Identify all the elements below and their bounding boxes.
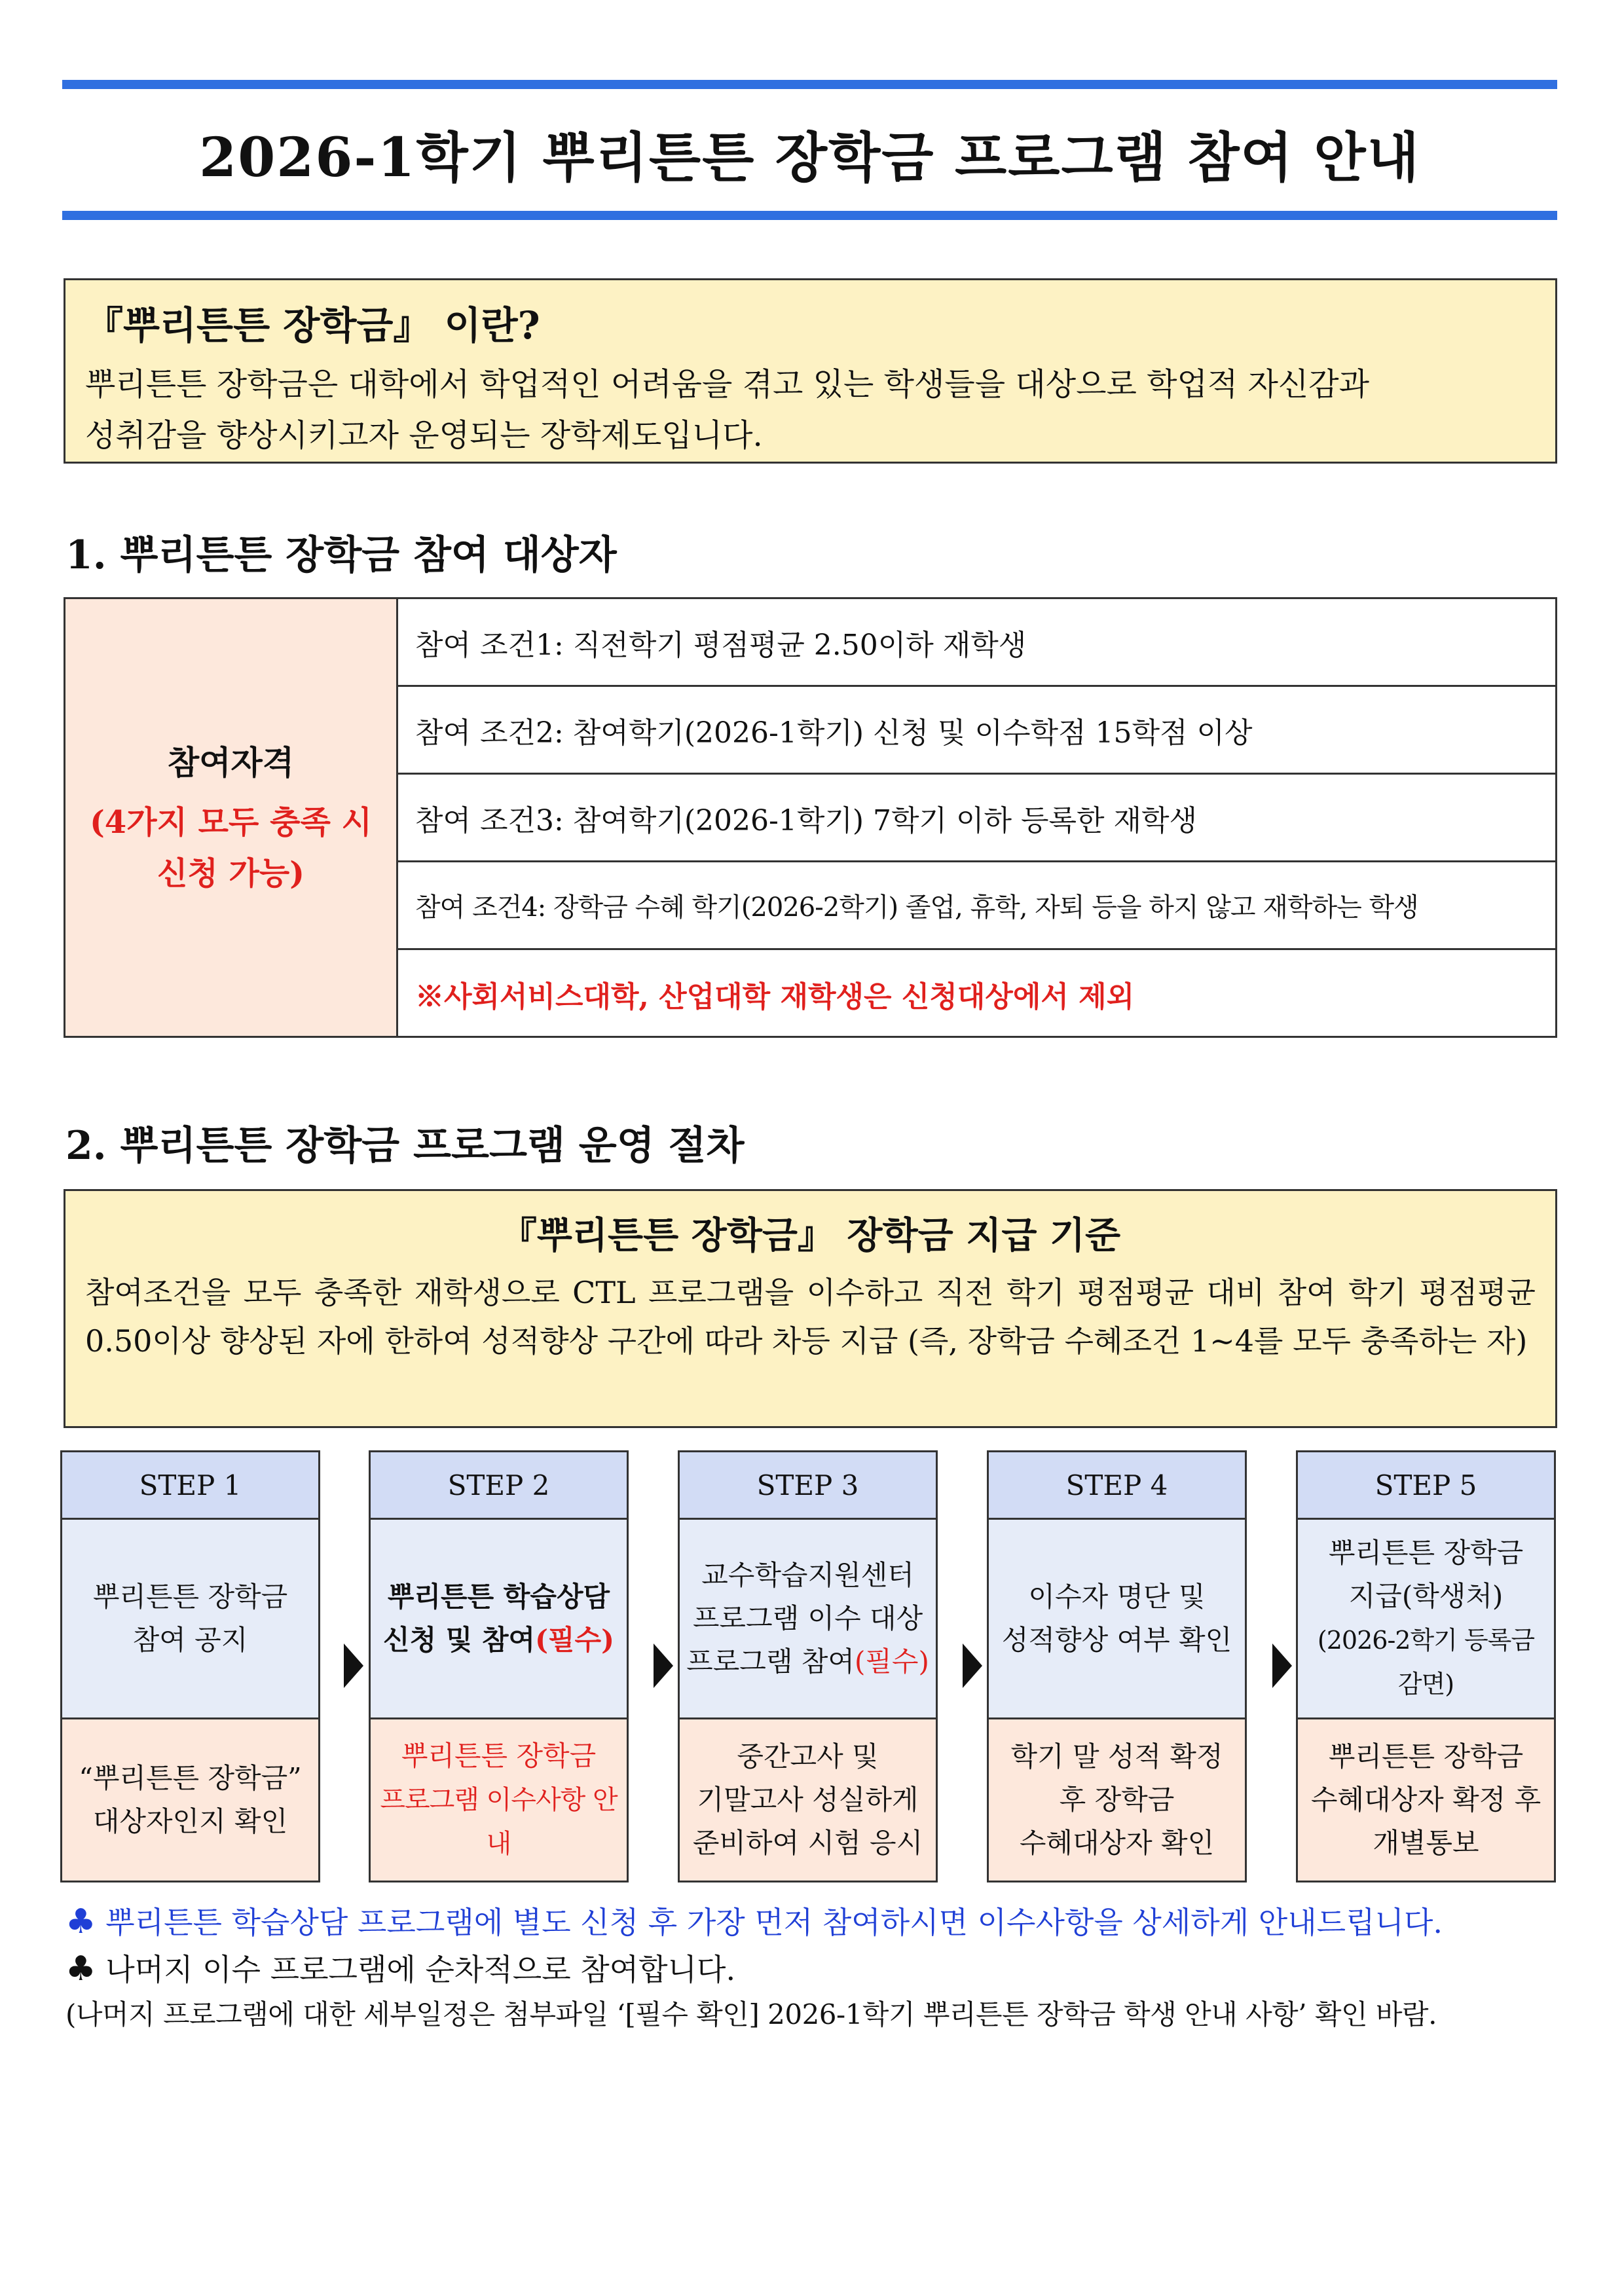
note-text: 나머지 이수 프로그램에 순차적으로 참여합니다. bbox=[105, 1952, 736, 1987]
required-tag: (필수) bbox=[535, 1624, 614, 1656]
step-1-card bbox=[60, 1450, 320, 1882]
criteria-box bbox=[64, 1189, 1557, 1428]
top-rule bbox=[62, 80, 1557, 89]
step-label: STEP 1 bbox=[62, 1452, 318, 1520]
intro-text-line: 뿌리튼튼 장학금은 대학에서 학업적인 어려움을 겪고 있는 학생들을 대상으로 학업적 자신감과 bbox=[85, 366, 1369, 403]
step-detail-line: 뿌리튼튼 장학금 bbox=[401, 1740, 597, 1772]
intro-text-line: 성취감을 향상시키고자 운영되는 장학제도입니다. bbox=[85, 417, 763, 454]
next-arrow-icon bbox=[344, 1643, 363, 1688]
step-action bbox=[989, 1520, 1245, 1719]
step-detail-line: 기말고사 성실하게 bbox=[697, 1784, 919, 1816]
step-detail-line: 중간고사 및 bbox=[737, 1740, 879, 1772]
step-detail-line: 수혜대상자 확정 후 bbox=[1310, 1784, 1541, 1816]
step-detail bbox=[371, 1719, 627, 1881]
step-detail-line: 대상자인지 확인 bbox=[92, 1805, 288, 1837]
step-label: STEP 5 bbox=[1298, 1452, 1554, 1520]
intro-box bbox=[64, 278, 1557, 464]
step-action bbox=[1298, 1520, 1554, 1719]
step-action-line: 뿌리튼튼 학습상담 bbox=[387, 1581, 610, 1613]
bottom-title-rule bbox=[62, 211, 1557, 220]
next-arrow-icon bbox=[963, 1643, 982, 1688]
step-action bbox=[62, 1520, 318, 1719]
note-attachment: (나머지 프로그램에 대한 세부일정은 첨부파일 ‘[필수 확인] 2026-1학기 뿌리튼튼 장학금 학생 안내 사항’ 확인 바람. bbox=[65, 1998, 1437, 2030]
note-first-counseling bbox=[65, 1899, 1443, 1942]
step-5-card bbox=[1296, 1450, 1556, 1882]
step-detail bbox=[680, 1719, 936, 1881]
step-action-line: 신청 및 참여 bbox=[383, 1624, 536, 1656]
step-detail bbox=[989, 1719, 1245, 1881]
step-action-line: 이수자 명단 및 bbox=[1028, 1581, 1206, 1613]
next-arrow-icon bbox=[654, 1643, 673, 1688]
section2-heading: 2. 뿌리튼튼 장학금 프로그램 운영 절차 bbox=[65, 1123, 745, 1169]
condition-row: 참여 조건3: 참여학기(2026-1학기) 7학기 이하 등록한 재학생 bbox=[398, 775, 1555, 862]
condition-row: 참여 조건1: 직전학기 평점평균 2.50이하 재학생 bbox=[398, 599, 1555, 687]
step-action-line: 성적향상 여부 확인 bbox=[1001, 1624, 1232, 1656]
intro-text bbox=[85, 359, 1536, 461]
criteria-text: 참여조건을 모두 충족한 재학생으로 CTL 프로그램을 이수하고 직전 학기 평점평균 대비 참여 학기 평점평균 0.50이상 향상된 자에 한하여 성적향상 구간에 따라 차등 지급 (즉, 장학금 수혜조건 1~4를 모두 충족하는 자) bbox=[85, 1275, 1536, 1359]
eligibility-table bbox=[64, 597, 1557, 1038]
step-4-card bbox=[987, 1450, 1247, 1882]
next-arrow-icon bbox=[1272, 1643, 1292, 1688]
required-tag: (필수) bbox=[854, 1645, 929, 1678]
step-label: STEP 4 bbox=[989, 1452, 1245, 1520]
eligibility-note: (4가지 모두 충족 시 신청 가능) bbox=[90, 803, 372, 892]
step-detail-line: “뿌리튼튼 장학금” bbox=[79, 1762, 302, 1794]
note-text: 뿌리튼튼 학습상담 프로그램에 별도 신청 후 가장 먼저 참여하시면 이수사항을 상세하게 안내드립니다. bbox=[105, 1905, 1443, 1940]
step-action bbox=[680, 1520, 936, 1719]
step-detail-line: 프로그램 이수사항 안내 bbox=[380, 1785, 618, 1859]
condition-row: 참여 조건4: 장학금 수혜 학기(2026-2학기) 졸업, 휴학, 자퇴 등을 하지 않고 재학하는 학생 bbox=[398, 862, 1555, 950]
criteria-heading: 『뿌리튼튼 장학금』 장학금 지급 기준 bbox=[500, 1214, 1121, 1257]
club-icon: ♣ bbox=[65, 1902, 96, 1941]
eligibility-label: 참여자격 bbox=[167, 743, 295, 782]
step-action-line: 뿌리튼튼 장학금 bbox=[1328, 1537, 1524, 1569]
step-label: STEP 2 bbox=[371, 1452, 627, 1520]
note-sequential bbox=[65, 1946, 735, 1989]
page-title: 2026-1학기 뿌리튼튼 장학금 프로그램 참여 안내 bbox=[199, 126, 1420, 189]
step-action-line: 교수학습지원센터 bbox=[701, 1559, 914, 1591]
intro-heading: 『뿌리튼튼 장학금』 이란? bbox=[85, 303, 540, 348]
step-2-card bbox=[369, 1450, 629, 1882]
step-action-line: 프로그램 이수 대상 bbox=[692, 1602, 923, 1634]
exclusion-row: ※사회서비스대학, 산업대학 재학생은 신청대상에서 제외 bbox=[415, 980, 1135, 1014]
step-action-line: 뿌리튼튼 장학금 bbox=[92, 1581, 288, 1613]
step-action-line: 지급(학생처) bbox=[1348, 1580, 1504, 1612]
step-detail-line: 학기 말 성적 확정 bbox=[1010, 1740, 1223, 1772]
step-3-card bbox=[678, 1450, 938, 1882]
eligibility-label-cell bbox=[65, 599, 398, 1036]
step-label: STEP 3 bbox=[680, 1452, 936, 1520]
step-detail-line: 수혜대상자 확인 bbox=[1019, 1827, 1215, 1859]
step-detail-line: 뿌리튼튼 장학금 bbox=[1328, 1740, 1524, 1772]
step-detail-line: 개별통보 bbox=[1373, 1827, 1479, 1859]
step-detail bbox=[62, 1719, 318, 1881]
step-detail-line: 준비하여 시험 응시 bbox=[692, 1827, 923, 1859]
club-icon: ♣ bbox=[65, 1949, 96, 1989]
step-action-line: 프로그램 참여 bbox=[686, 1645, 855, 1678]
condition-row: 참여 조건2: 참여학기(2026-1학기) 신청 및 이수학점 15학점 이상 bbox=[398, 687, 1555, 775]
step-action-line: 참여 공지 bbox=[132, 1624, 248, 1656]
step-detail-line: 후 장학금 bbox=[1059, 1784, 1175, 1816]
step-action bbox=[371, 1520, 627, 1719]
section1-heading: 1. 뿌리튼튼 장학금 참여 대상자 bbox=[65, 532, 617, 578]
step-detail bbox=[1298, 1719, 1554, 1881]
step-action-line: (2026-2학기 등록금 감면) bbox=[1317, 1626, 1535, 1698]
